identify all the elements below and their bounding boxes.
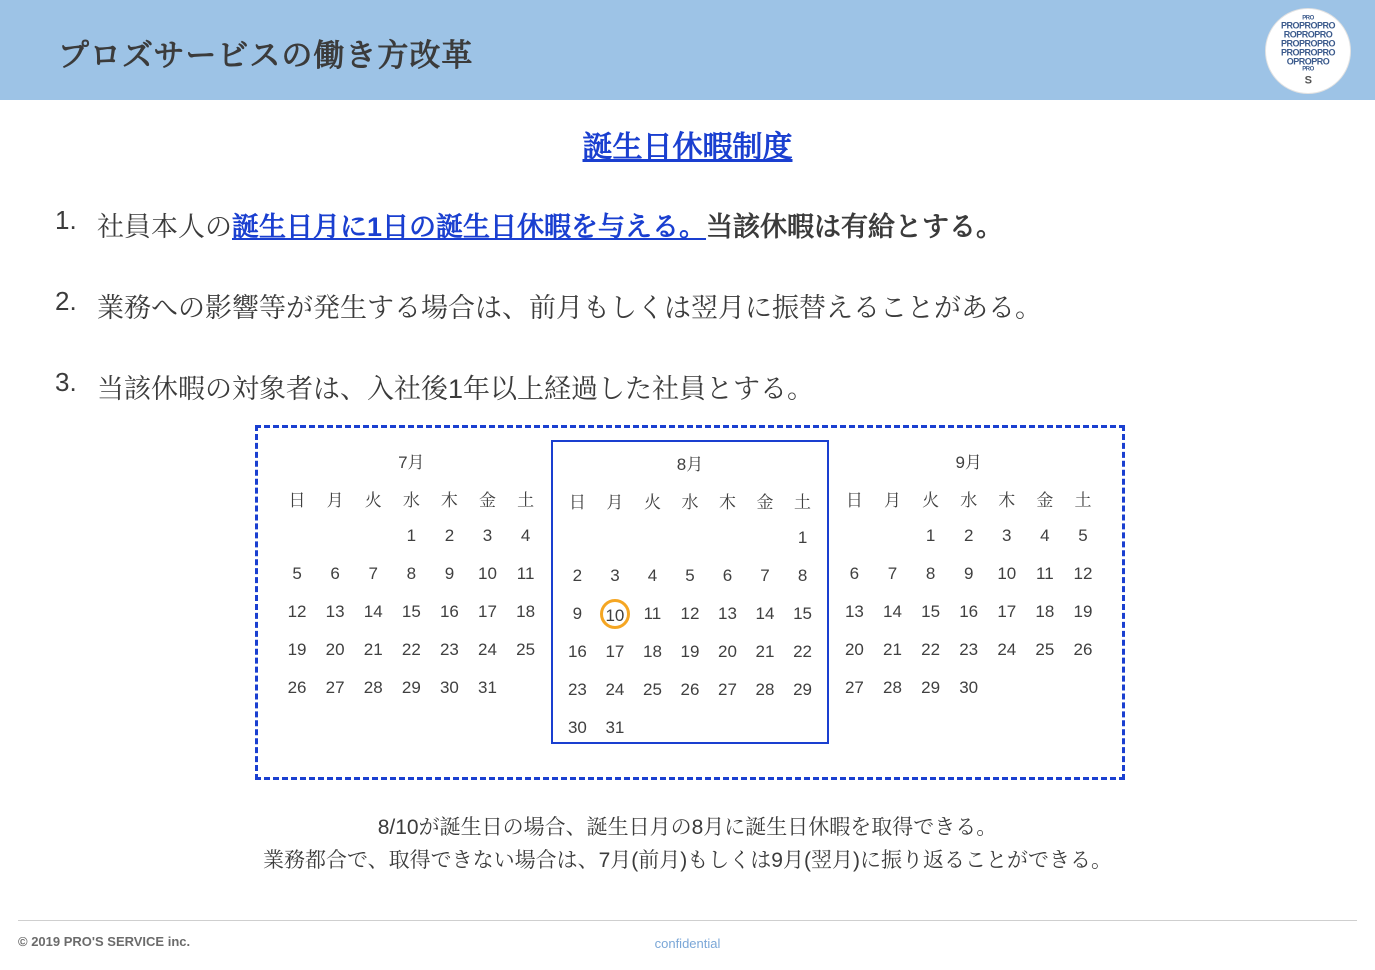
calendar-weekday-header: 水	[402, 490, 420, 510]
calendar-day-cell[interactable]: 8	[797, 566, 808, 585]
calendar-month-title: 7月	[398, 453, 425, 472]
company-logo	[1265, 8, 1351, 94]
calendar-day-cell[interactable]: 9	[572, 604, 583, 623]
calendar-day-cell[interactable]: 13	[718, 604, 737, 623]
calendar-weekday-header: 月	[326, 490, 344, 510]
calendar-empty-cell	[709, 519, 747, 557]
list-item-text	[97, 205, 1315, 244]
calendar-day-cell[interactable]: 17	[605, 642, 625, 661]
calendar-week-row	[835, 631, 1102, 669]
calendar-table	[835, 479, 1102, 707]
list-item	[55, 367, 1315, 406]
calendar-day-cell[interactable]: 23	[959, 640, 979, 659]
logo-subtext: S	[1304, 74, 1312, 87]
calendar-day-cell[interactable]: 1	[406, 526, 417, 545]
calendar-week-row	[835, 555, 1102, 593]
calendar-day-cell[interactable]: 19	[1073, 602, 1093, 621]
calendar-day-cell[interactable]: 26	[287, 678, 307, 697]
calendar-week-row	[835, 669, 1102, 707]
calendar-table	[278, 479, 545, 707]
list-item-number: 1.	[55, 205, 77, 235]
calendar-day-cell[interactable]: 28	[755, 680, 775, 699]
list-item-number: 3.	[55, 367, 77, 397]
calendar-day-cell[interactable]: 6	[330, 564, 340, 583]
calendar-day-cell[interactable]: 15	[921, 602, 941, 621]
calendar-month	[829, 440, 1108, 765]
calendar-day-cell[interactable]: 28	[363, 678, 383, 697]
page-title: プロズサービスの働き方改革	[58, 38, 474, 73]
calendar-empty-cell	[1026, 669, 1064, 707]
calendar-week-row	[278, 517, 545, 555]
calendar-day-cell[interactable]: 2	[963, 526, 974, 545]
calendar-day-cell[interactable]: 21	[755, 642, 775, 661]
calendar-day-cell[interactable]: 14	[883, 602, 902, 621]
calendar-day-cell[interactable]: 7	[368, 564, 378, 583]
calendar-table	[559, 481, 822, 747]
list-item	[55, 205, 1315, 244]
calendar-day-cell[interactable]: 17	[478, 602, 497, 621]
calendar-weekday-header: 土	[517, 490, 535, 510]
logo-text	[1281, 16, 1335, 87]
calendar-week-row	[278, 593, 545, 631]
list-item-number: 2.	[55, 286, 77, 316]
calendar-day-cell[interactable]	[596, 595, 634, 633]
calendar-week-row	[559, 633, 822, 671]
calendar-day-cell[interactable]: 17	[997, 602, 1017, 621]
calendar-weekday-header: 火	[364, 490, 382, 510]
calendar-day-cell[interactable]: 3	[1002, 526, 1012, 545]
calendar-day-cell[interactable]: 11	[1036, 564, 1054, 583]
caption-line-2: 業務都合で、取得できない場合は、7月(前月)もしくは9月(翌月)に振り返ることができる。	[263, 848, 1112, 872]
calendar-week-row	[559, 671, 822, 709]
calendar-empty-cell	[988, 669, 1026, 707]
calendar-day-cell[interactable]: 22	[793, 642, 813, 661]
calendar-day-cell[interactable]: 29	[401, 678, 421, 697]
calendar-day-cell[interactable]: 26	[1073, 640, 1093, 659]
footer-confidential: confidential	[654, 936, 721, 951]
calendar-day-cell[interactable]: 24	[997, 640, 1017, 659]
calendar-day-cell[interactable]: 25	[1035, 640, 1055, 659]
calendar-day-cell[interactable]: 3	[482, 526, 493, 545]
calendar-week-row	[559, 709, 822, 747]
calendar-day-cell[interactable]: 20	[844, 640, 864, 659]
calendar-day-cell[interactable]: 5	[685, 566, 695, 585]
footer-divider	[18, 920, 1357, 921]
calendar-day-cell[interactable]: 3	[610, 566, 620, 585]
calendar-empty-cell	[835, 517, 873, 555]
calendar-day-cell[interactable]: 12	[680, 604, 700, 623]
calendar-weekday-header-row	[559, 481, 822, 519]
calendar-day-cell[interactable]: 18	[642, 642, 662, 661]
logo-line-6: OPROPRO	[1286, 56, 1330, 67]
calendar-day-cell[interactable]: 25	[642, 680, 662, 699]
calendar-empty-cell	[784, 709, 822, 747]
calendar-day-cell[interactable]: 30	[567, 718, 587, 737]
calendar-weekday-header-row	[278, 479, 545, 517]
calendar-empty-cell	[507, 669, 545, 707]
calendar-group	[255, 425, 1125, 780]
calendar-day-cell[interactable]: 26	[680, 680, 700, 699]
calendar-day-cell[interactable]: 20	[325, 640, 345, 659]
list-item-text-span: 業務への影響等が発生する場合は、前月もしくは翌月に振替えることがある。	[97, 293, 1042, 323]
calendar-day-cell[interactable]: 19	[287, 640, 307, 659]
calendar-day-cell[interactable]: 21	[883, 640, 902, 659]
calendar-week-row	[559, 519, 822, 557]
calendar-row	[258, 428, 1122, 777]
calendar-empty-cell	[596, 519, 634, 557]
calendar-weekday-header: 金	[1036, 490, 1054, 510]
calendar-day-cell[interactable]: 4	[1040, 526, 1050, 545]
list-item-text-span: 当該休暇は有給とする。	[706, 212, 1004, 242]
calendar-empty-cell	[709, 709, 747, 747]
calendar-weekday-header: 土	[794, 492, 812, 512]
calendar-weekday-header: 金	[479, 490, 497, 510]
calendar-day-cell[interactable]: 27	[718, 680, 737, 699]
logo-line-7: PRO	[1302, 66, 1314, 73]
calendar-empty-cell	[671, 709, 709, 747]
calendar-weekday-header: 水	[960, 490, 978, 510]
calendar-day-cell[interactable]: 15	[401, 602, 421, 621]
calendar-week-row	[559, 595, 822, 633]
list-item-text-span: 社員本人の	[97, 212, 232, 242]
calendar-day-cell[interactable]: 24	[478, 640, 497, 659]
calendar-day-cell[interactable]: 10	[478, 564, 497, 583]
birthday-marker-circle: 10	[600, 599, 630, 629]
calendar-day-cell[interactable]: 1	[925, 526, 936, 545]
calendar-week-row	[278, 669, 545, 707]
calendar-month-title: 9月	[955, 453, 982, 472]
calendar-weekday-header: 火	[922, 490, 940, 510]
calendar-day-cell[interactable]: 5	[292, 564, 302, 583]
calendar-day-cell[interactable]: 6	[849, 564, 860, 583]
calendar-empty-cell	[634, 519, 672, 557]
calendar-day-cell[interactable]: 16	[959, 602, 979, 621]
calendar-day-cell[interactable]: 9	[444, 564, 455, 583]
calendar-day-cell[interactable]: 13	[325, 602, 345, 621]
calendar-weekday-header: 金	[756, 492, 774, 512]
calendar-day-cell[interactable]: 27	[844, 678, 864, 697]
list-item	[55, 286, 1315, 325]
calendar-day-cell[interactable]: 27	[325, 678, 345, 697]
calendar-day-cell[interactable]: 8	[925, 564, 936, 583]
caption-block	[0, 812, 1375, 877]
calendar-empty-cell	[671, 519, 709, 557]
caption-line-1: 8/10が誕生日の場合、誕生日月の8月に誕生日休暇を取得できる。	[377, 816, 998, 839]
calendar-day-cell[interactable]: 11	[516, 564, 535, 583]
calendar-day-cell[interactable]: 12	[1073, 564, 1093, 583]
calendar-day-cell[interactable]: 10	[997, 564, 1017, 583]
logo-line-4: PROPROPRO	[1280, 38, 1336, 49]
calendar-day-cell[interactable]: 16	[439, 602, 459, 621]
calendar-empty-cell	[746, 519, 784, 557]
calendar-day-cell[interactable]: 22	[401, 640, 421, 659]
calendar-day-cell[interactable]: 9	[963, 564, 974, 583]
calendar-empty-cell	[1064, 669, 1102, 707]
calendar-day-cell[interactable]: 21	[363, 640, 383, 659]
calendar-day-cell[interactable]: 5	[1078, 526, 1088, 545]
list-item-text-span: 誕生日月に1日の誕生日休暇を与える。	[232, 212, 707, 242]
calendar-day-cell[interactable]: 14	[755, 604, 775, 623]
calendar-day-cell[interactable]: 31	[478, 678, 497, 697]
calendar-week-row	[278, 555, 545, 593]
calendar-weekday-header: 木	[998, 490, 1016, 510]
calendar-weekday-header: 月	[606, 492, 624, 512]
calendar-day-cell[interactable]: 20	[718, 642, 737, 661]
calendar-day-cell[interactable]: 18	[516, 602, 536, 621]
calendar-day-cell[interactable]: 19	[680, 642, 700, 661]
calendar-day-cell[interactable]: 18	[1035, 602, 1055, 621]
calendar-month	[551, 440, 830, 744]
calendar-empty-cell	[634, 709, 672, 747]
calendar-empty-cell	[354, 517, 392, 555]
calendar-weekday-header: 木	[440, 490, 458, 510]
document-title: 誕生日休暇制度	[582, 131, 793, 164]
calendar-day-cell[interactable]: 14	[363, 602, 383, 621]
list-item-text-span: 当該休暇の対象者は、入社後1年以上経過した社員とする。	[97, 374, 815, 404]
calendar-day-cell[interactable]: 7	[760, 566, 770, 585]
calendar-day-cell[interactable]: 11	[643, 604, 662, 623]
calendar-empty-cell	[278, 517, 316, 555]
calendar-day-cell[interactable]: 23	[567, 680, 587, 699]
calendar-month	[272, 440, 551, 765]
calendar-day-cell[interactable]: 2	[444, 526, 455, 545]
calendar-day-cell[interactable]: 25	[516, 640, 536, 659]
calendar-day-cell[interactable]: 28	[883, 678, 902, 697]
calendar-weekday-header: 日	[568, 492, 586, 512]
calendar-day-cell[interactable]: 2	[572, 566, 583, 585]
calendar-day-cell[interactable]: 16	[567, 642, 587, 661]
calendar-day-cell[interactable]: 7	[887, 564, 898, 583]
calendar-empty-cell	[873, 517, 911, 555]
calendar-day-cell[interactable]: 1	[797, 528, 808, 547]
slide-header	[0, 0, 1375, 100]
calendar-day-cell[interactable]: 22	[921, 640, 941, 659]
calendar-weekday-header: 日	[845, 490, 863, 510]
calendar-week-row	[835, 517, 1102, 555]
calendar-weekday-header: 月	[884, 490, 901, 510]
calendar-month-title: 8月	[676, 455, 704, 474]
calendar-day-cell[interactable]: 8	[406, 564, 417, 583]
calendar-weekday-header: 水	[681, 492, 699, 512]
logo-line-5: PROPROPRO	[1280, 47, 1336, 58]
logo-line-1: PRO	[1302, 15, 1314, 22]
calendar-day-cell[interactable]: 29	[793, 680, 813, 699]
calendar-empty-cell	[316, 517, 354, 555]
calendar-day-cell[interactable]: 31	[605, 718, 625, 737]
calendar-weekday-header: 火	[643, 492, 661, 512]
calendar-weekday-header: 木	[718, 492, 736, 512]
logo-line-3: ROPROPRO	[1283, 29, 1333, 40]
calendar-empty-cell	[746, 709, 784, 747]
calendar-week-row	[835, 593, 1102, 631]
footer-copyright: © 2019 PRO'S SERVICE inc.	[18, 934, 191, 949]
policy-list	[55, 205, 1315, 448]
calendar-day-cell[interactable]: 13	[844, 602, 864, 621]
calendar-day-cell[interactable]: 15	[793, 604, 813, 623]
list-item-text	[97, 286, 1315, 325]
calendar-day-cell[interactable]: 30	[959, 678, 979, 697]
calendar-empty-cell	[559, 519, 597, 557]
logo-line-2: PROPROPRO	[1280, 20, 1336, 31]
calendar-day-cell[interactable]: 4	[647, 566, 658, 585]
calendar-weekday-header: 日	[288, 490, 306, 510]
calendar-day-cell[interactable]: 12	[287, 602, 307, 621]
calendar-weekday-header-row	[835, 479, 1102, 517]
calendar-week-row	[278, 631, 545, 669]
calendar-day-cell[interactable]: 29	[921, 678, 941, 697]
calendar-week-row	[559, 557, 822, 595]
calendar-day-cell[interactable]: 30	[439, 678, 459, 697]
calendar-day-cell[interactable]: 23	[439, 640, 459, 659]
list-item-text	[97, 367, 1315, 406]
calendar-day-cell[interactable]: 4	[520, 526, 531, 545]
calendar-day-cell[interactable]: 24	[605, 680, 625, 699]
calendar-weekday-header: 土	[1074, 490, 1092, 510]
calendar-day-cell[interactable]: 6	[722, 566, 733, 585]
